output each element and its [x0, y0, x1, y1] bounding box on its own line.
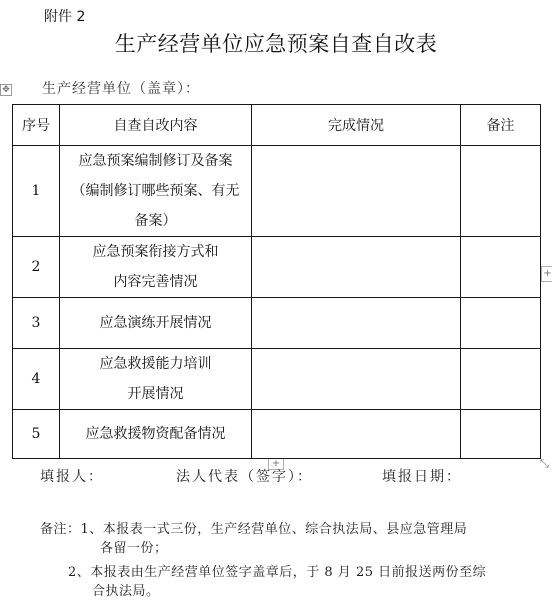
content-line: （编制修订哪些预案、有无: [71, 183, 240, 199]
table-row: [13, 410, 541, 459]
row-seq: 1: [13, 146, 60, 237]
row-note-cell[interactable]: [461, 298, 541, 349]
content-line: 应急救援能力培训: [99, 356, 212, 372]
filler-label: 填报人：: [40, 469, 104, 485]
attachment-label: 附件 2: [44, 9, 86, 25]
row-content: [60, 146, 252, 237]
content-line: 内容完善情况: [113, 274, 198, 290]
table-row: [13, 237, 541, 298]
fill-date-label: 填报日期：: [382, 469, 462, 485]
note-2-line-1: 2、本报表由生产经营单位签字盖章后，于 8 月 25 日前报送两份至综: [68, 565, 487, 580]
unit-stamp-label: 生产经营单位（盖章）：: [42, 81, 200, 97]
header-seq: 序号: [13, 105, 60, 146]
row-seq: 2: [13, 237, 60, 298]
note-1-line-2: 各留一份；: [100, 541, 168, 556]
row-content: [60, 298, 252, 349]
row-content: [60, 237, 252, 298]
row-status-cell[interactable]: [252, 298, 461, 349]
content-line: 备案）: [134, 213, 177, 229]
note-1-line-1: 备注：1、本报表一式三份，生产经营单位、综合执法局、县应急管理局: [40, 522, 468, 537]
self-check-table: [12, 104, 541, 459]
insert-column-plus-icon[interactable]: +: [541, 266, 552, 282]
row-seq: 3: [13, 298, 60, 349]
row-seq: 5: [13, 410, 60, 459]
table-row: [13, 349, 541, 410]
table-header-row: [13, 105, 541, 146]
legal-rep-label: 法人代表（签字）：: [176, 469, 313, 485]
page-title: 生产经营单位应急预案自查自改表: [114, 32, 438, 56]
table-move-handle-icon[interactable]: ✥: [0, 84, 12, 96]
row-content: [60, 410, 252, 459]
insert-row-plus-icon[interactable]: +: [268, 459, 284, 470]
notes-block: [40, 520, 530, 601]
row-status-cell[interactable]: [252, 237, 461, 298]
content-line: 应急预案编制修订及备案: [78, 153, 233, 169]
header-status: 完成情况: [252, 105, 461, 146]
note-2-line-2: 合执法局。: [92, 584, 160, 599]
content-line: 应急救援物资配备情况: [85, 426, 226, 442]
row-content: [60, 349, 252, 410]
row-note-cell[interactable]: [461, 237, 541, 298]
header-note: 备注: [461, 105, 541, 146]
table-resize-handle-icon[interactable]: ⤡: [540, 457, 549, 470]
row-note-cell[interactable]: [461, 146, 541, 237]
row-status-cell[interactable]: [252, 349, 461, 410]
content-line: 应急演练开展情况: [99, 315, 212, 331]
content-line: 应急预案衔接方式和: [92, 244, 219, 260]
header-content: 自查自改内容: [60, 105, 252, 146]
row-status-cell[interactable]: [252, 146, 461, 237]
row-note-cell[interactable]: [461, 349, 541, 410]
row-seq: 4: [13, 349, 60, 410]
content-line: 开展情况: [127, 386, 184, 402]
row-status-cell[interactable]: [252, 410, 461, 459]
table-row: [13, 298, 541, 349]
row-note-cell[interactable]: [461, 410, 541, 459]
table-row: [13, 146, 541, 237]
